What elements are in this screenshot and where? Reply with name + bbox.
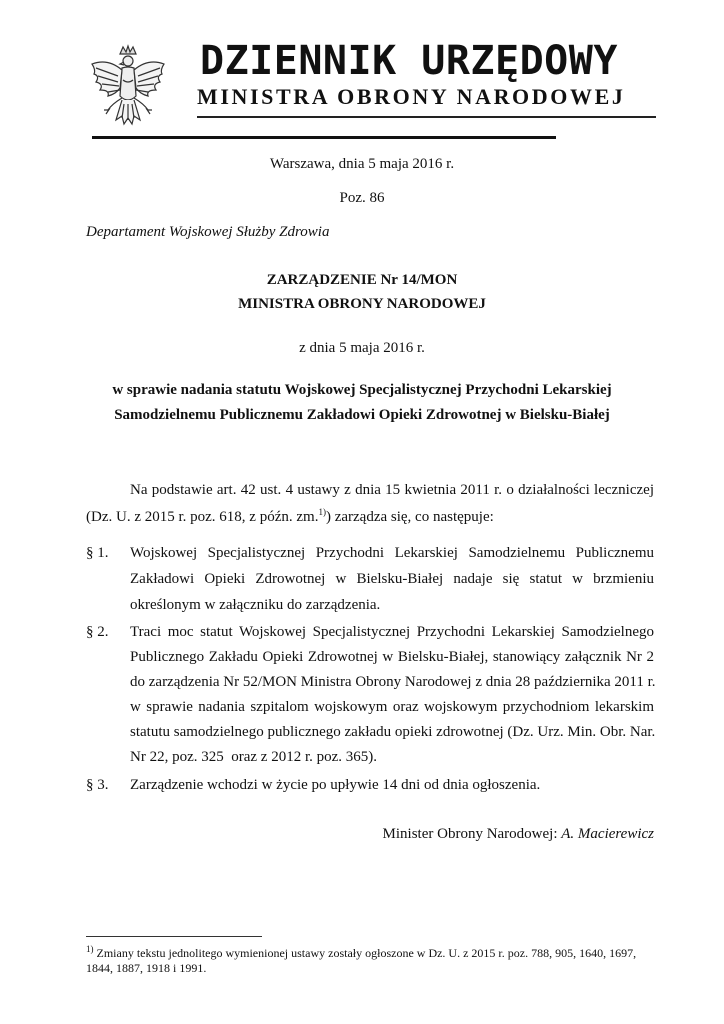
section-3-number: § 3. (86, 777, 109, 793)
section-1-line: Wojskowej Specjalistycznej Przychodni Lekarskiej Samodzielnemu Publicznemu (130, 545, 654, 561)
section-3-line: Zarządzenie wchodzi w życie po upływie 14 dni od dnia ogłoszenia. (130, 777, 541, 793)
footnote-line-1: $^{1)}$ Zmiany tekstu jednolitego wymienionej ustawy zostały ogłoszone w Dz. U. z 2015 r. poz. 788, 905, 1640, 1697, (86, 944, 637, 960)
section-2-line: statutu samodzielnego publicznego zakładu opieki zdrowotnej (Dz. Urz. Min. Obr. Nar. (130, 724, 656, 740)
section-2-number: § 2. (86, 624, 109, 640)
act-subject-line-2: Samodzielnemu Publicznemu Zakładowi Opieki Zdrowotnej w Bielsku-Białej (114, 407, 610, 423)
section-2-line: Traci moc statut Wojskowej Specjalistycznej Przychodni Lekarskiej Samodzielnego (130, 624, 654, 640)
preamble-line-2: (Dz. U. z 2015 r. poz. 618, z późn. zm.$^{1)}$) zarządza się, co następuje: (86, 507, 494, 525)
header-rule (197, 116, 656, 118)
polish-eagle-emblem-icon (86, 44, 170, 134)
journal-title: DZIENNIK URZĘDOWY (200, 38, 618, 84)
section-2-line: do zarządzenia Nr 52/MON Ministra Obrony Narodowej z dnia 28 października 2011 r. (130, 674, 656, 690)
act-title: ZARZĄDZENIE Nr 14/MON (266, 272, 458, 288)
section-2-line: Publicznego Zakładu Opieki Zdrowotnej w Bielsku-Białej, stanowiący załącznik Nr 2 (130, 649, 654, 665)
position-number: Poz. 86 (339, 190, 385, 206)
section-1-number: § 1. (86, 545, 109, 561)
section-2-line: w sprawie nadania szpitalom wojskowym oraz wojskowym przychodniom lekarskim (130, 699, 654, 715)
footnote-ref[interactable]: 1) (318, 507, 326, 517)
header-thick-rule (92, 136, 556, 139)
signatory-name: A. Macierewicz (561, 826, 654, 842)
act-issuer: MINISTRA OBRONY NARODOWEJ (238, 296, 486, 312)
act-subject-line-1: w sprawie nadania statutu Wojskowej Specjalistycznej Przychodni Lekarskiej (112, 382, 612, 398)
department-name: Departament Wojskowej Służby Zdrowia (86, 224, 330, 240)
footnote-separator (86, 936, 262, 937)
act-date: z dnia 5 maja 2016 r. (299, 340, 425, 356)
section-1-line: Zakładowi Opieki Zdrowotnej w Bielsku-Białej nadaje się statut w brzmieniu (130, 571, 654, 587)
signature: Minister Obrony Narodowej: A. Macierewicz (382, 826, 654, 842)
place-date: Warszawa, dnia 5 maja 2016 r. (269, 156, 455, 172)
section-1-line: określonym w załączniku do zarządzenia. (130, 597, 381, 613)
section-2-line: Nr 22, poz. 325 oraz z 2012 r. poz. 365). (130, 749, 378, 765)
journal-subtitle: MINISTRA OBRONY NARODOWEJ (197, 84, 626, 109)
footnote-line-2: 1844, 1887, 1918 i 1991. (86, 961, 207, 975)
preamble-line-1: Na podstawie art. 42 ust. 4 ustawy z dnia 15 kwietnia 2011 r. o działalności leczniczej (130, 482, 654, 498)
